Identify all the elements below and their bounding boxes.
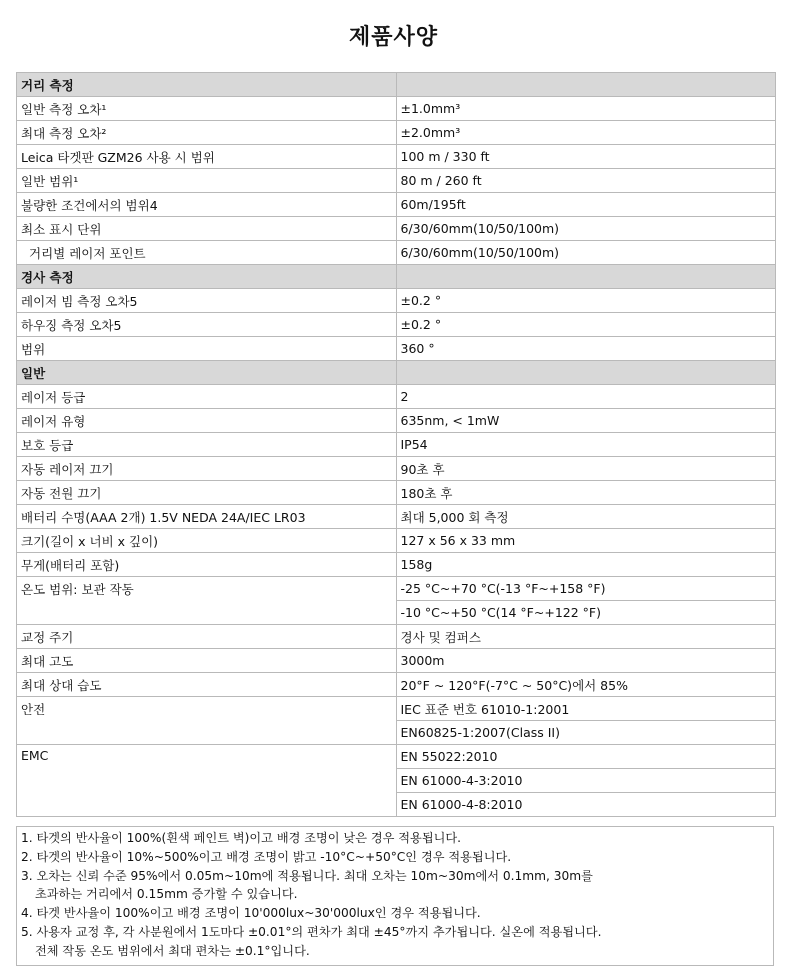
spec-row — [17, 337, 776, 361]
spec-value: EN 55022:2010 — [396, 745, 776, 769]
spec-table — [16, 72, 776, 817]
footnote-line: 전체 작동 온도 범위에서 최대 편차는 ±0.1°입니다. — [35, 943, 310, 958]
spec-label: 교정 주기 — [17, 625, 397, 649]
footnote-line: 4. 타겟 반사율이 100%이고 배경 조명이 10'000lux~30'000lux인 경우 적용됩니다. — [21, 906, 481, 921]
spec-value: 127 x 56 x 33 mm — [396, 529, 776, 553]
spec-value: ±2.0mm³ — [396, 121, 776, 145]
spec-row — [17, 697, 776, 721]
spec-value: 3000m — [396, 649, 776, 673]
spec-value: IP54 — [396, 433, 776, 457]
spec-label: 자동 레이저 끄기 — [17, 457, 397, 481]
footnote-line: 3. 오차는 신뢰 수준 95%에서 0.05m~10m에 적용됩니다. 최대 오차는 10m~30m에서 0.1mm, 30m를 — [21, 868, 593, 883]
spec-value: 20°F ~ 120°F(-7°C ~ 50°C)에서 85% — [396, 673, 776, 697]
spec-row — [17, 145, 776, 169]
spec-row — [17, 673, 776, 697]
spec-row — [17, 289, 776, 313]
spec-value: 6/30/60mm(10/50/100m) — [396, 241, 776, 265]
spec-label: 일반 범위¹ — [17, 169, 397, 193]
spec-label: 레이저 유형 — [17, 409, 397, 433]
spec-label: EMC — [17, 745, 397, 817]
section-header-spacer — [396, 361, 776, 385]
spec-label: 레이저 빔 측정 오차5 — [17, 289, 397, 313]
spec-row — [17, 433, 776, 457]
spec-value: ±0.2 ° — [396, 313, 776, 337]
spec-row — [17, 97, 776, 121]
spec-row — [17, 121, 776, 145]
section-title: 경사 측정 — [17, 265, 397, 289]
spec-label: 최대 고도 — [17, 649, 397, 673]
spec-label: 일반 측정 오차¹ — [17, 97, 397, 121]
footnote-line: 2. 타겟의 반사율이 10%~500%이고 배경 조명이 밝고 -10°C~+50°C인 경우 적용됩니다. — [21, 849, 512, 864]
spec-label: 온도 범위: 보관 작동 — [17, 577, 397, 625]
section-title: 거리 측정 — [17, 73, 397, 97]
footnotes — [16, 826, 774, 966]
spec-value: 80 m / 260 ft — [396, 169, 776, 193]
spec-row — [17, 745, 776, 769]
section-title: 일반 — [17, 361, 397, 385]
spec-label: 크기(길이 x 너비 x 깊이) — [17, 529, 397, 553]
spec-value: 158g — [396, 553, 776, 577]
section-header — [17, 361, 776, 385]
spec-value: 180초 후 — [396, 481, 776, 505]
spec-label: Leica 타겟판 GZM26 사용 시 범위 — [17, 145, 397, 169]
spec-value: 2 — [396, 385, 776, 409]
spec-row — [17, 649, 776, 673]
spec-row — [17, 457, 776, 481]
spec-value: 최대 5,000 회 측정 — [396, 505, 776, 529]
section-header — [17, 265, 776, 289]
section-header-spacer — [396, 73, 776, 97]
spec-value: 90초 후 — [396, 457, 776, 481]
spec-label: 최대 상대 습도 — [17, 673, 397, 697]
spec-row — [17, 409, 776, 433]
spec-label: 무게(배터리 포함) — [17, 553, 397, 577]
spec-value: 60m/195ft — [396, 193, 776, 217]
spec-table-body — [17, 73, 776, 817]
spec-value: EN60825-1:2007(Class II) — [396, 721, 776, 745]
spec-label: 안전 — [17, 697, 397, 745]
spec-value: 360 ° — [396, 337, 776, 361]
footnote-line: 1. 타겟의 반사율이 100%(흰색 페인트 벽)이고 배경 조명이 낮은 경우 적용됩니다. — [21, 831, 462, 845]
spec-value: ±1.0mm³ — [396, 97, 776, 121]
section-header-spacer — [396, 265, 776, 289]
footnote-line: 5. 사용자 교정 후, 각 사분원에서 1도마다 ±0.01°의 편차가 최대 ±45°까지 추가됩니다. 실온에 적용됩니다. — [21, 924, 602, 939]
spec-row — [17, 217, 776, 241]
spec-row — [17, 193, 776, 217]
spec-row — [17, 313, 776, 337]
spec-value: -10 °C~+50 °C(14 °F~+122 °F) — [396, 601, 776, 625]
spec-label: 범위 — [17, 337, 397, 361]
spec-value: -25 °C~+70 °C(-13 °F~+158 °F) — [396, 577, 776, 601]
spec-label: 최소 표시 단위 — [17, 217, 397, 241]
spec-value: 100 m / 330 ft — [396, 145, 776, 169]
spec-value: 6/30/60mm(10/50/100m) — [396, 217, 776, 241]
spec-value: ±0.2 ° — [396, 289, 776, 313]
footnote-line: 초과하는 거리에서 0.15mm 증가할 수 있습니다. — [35, 887, 298, 902]
spec-label: 불량한 조건에서의 범위4 — [17, 193, 397, 217]
spec-row — [17, 577, 776, 601]
spec-row — [17, 553, 776, 577]
spec-value: EN 61000-4-8:2010 — [396, 793, 776, 817]
spec-row — [17, 505, 776, 529]
spec-row — [17, 529, 776, 553]
spec-row — [17, 481, 776, 505]
spec-label: 배터리 수명(AAA 2개) 1.5V NEDA 24A/IEC LR03 — [17, 505, 397, 529]
spec-label: 거리별 레이저 포인트 — [17, 241, 397, 265]
spec-value: 635nm, < 1mW — [396, 409, 776, 433]
section-header — [17, 73, 776, 97]
spec-row — [17, 241, 776, 265]
spec-label: 자동 전원 끄기 — [17, 481, 397, 505]
spec-row — [17, 169, 776, 193]
spec-row — [17, 625, 776, 649]
spec-value: EN 61000-4-3:2010 — [396, 769, 776, 793]
spec-label: 보호 등급 — [17, 433, 397, 457]
spec-label: 레이저 등급 — [17, 385, 397, 409]
spec-row — [17, 385, 776, 409]
spec-value: 경사 및 컴퍼스 — [396, 625, 776, 649]
spec-label: 하우징 측정 오차5 — [17, 313, 397, 337]
spec-value: IEC 표준 번호 61010-1:2001 — [396, 697, 776, 721]
spec-label: 최대 측정 오차² — [17, 121, 397, 145]
page-title: 제품사양 — [348, 25, 438, 50]
